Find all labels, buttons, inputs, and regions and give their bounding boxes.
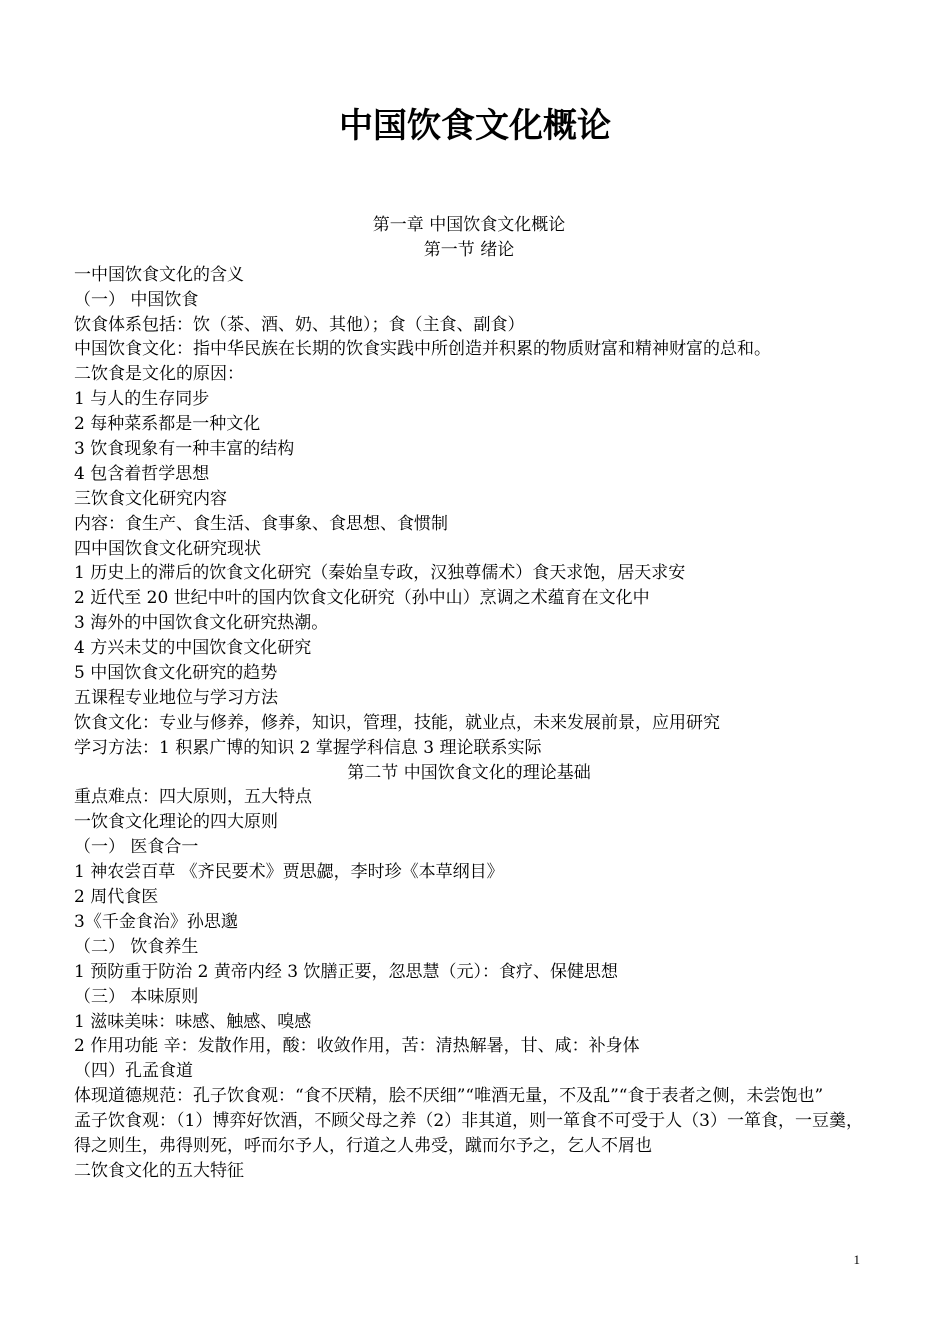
text-block — [74, 263, 864, 761]
text-line: 饮食文化：专业与修养，修养，知识，管理，技能，就业点，未来发展前景，应用研究 — [74, 712, 720, 733]
text-line: 3 海外的中国饮食文化研究热潮。 — [74, 613, 329, 634]
text-line: （三） 本味原则 — [74, 986, 199, 1007]
text-line: 1 历史上的滞后的饮食文化研究（秦始皇专政，汉独尊儒术）食天求饱，居天求安 — [74, 563, 686, 584]
text-line: 2 作用功能 辛：发散作用，酸：收敛作用，苦：清热解暑，甘、咸：补身体 — [74, 1036, 640, 1057]
text-line: 二饮食是文化的原因： — [74, 364, 244, 385]
text-line: 3 饮食现象有一种丰富的结构 — [74, 439, 295, 460]
text-line: 4 包含着哲学思想 — [74, 463, 210, 484]
text-line: 学习方法：1 积累广博的知识 2 掌握学科信息 3 理论联系实际 — [74, 737, 542, 758]
text-line: （一） 中国饮食 — [74, 289, 199, 310]
paragraph: 体现道德规范：孔子饮食观：“食不厌精，脍不厌细”“唯酒无量，不及乱”“食于表者之侧，未尝饱也” — [74, 1086, 824, 1107]
document-body — [74, 213, 864, 1184]
text-line: 三饮食文化研究内容 — [74, 488, 227, 509]
text-line: 2 近代至 20 世纪中叶的国内饮食文化研究（孙中山）烹调之术蕴育在文化中 — [74, 588, 650, 609]
text-line: 4 方兴未艾的中国饮食文化研究 — [74, 638, 312, 659]
text-line: 饮食体系包括：饮（茶、酒、奶、其他）；食（主食、副食） — [74, 314, 525, 335]
text-line: 5 中国饮食文化研究的趋势 — [74, 663, 278, 684]
text-line: 五课程专业地位与学习方法 — [74, 687, 278, 708]
text-line: （二） 饮食养生 — [74, 936, 199, 957]
section-heading: 第一节 绪论 — [423, 239, 515, 260]
text-line: 一中国饮食文化的含义 — [74, 264, 244, 285]
text-line: 二饮食文化的五大特征 — [74, 1160, 244, 1181]
text-line: 内容：食生产、食生活、食事象、食思想、食惯制 — [74, 513, 448, 534]
text-block — [74, 785, 864, 1084]
text-line: 重点难点：四大原则，五大特点 — [74, 787, 312, 808]
text-line: （四）孔孟食道 — [74, 1061, 193, 1082]
text-line: （一） 医食合一 — [74, 837, 199, 858]
text-line: 3《千金食治》孙思邈 — [74, 911, 238, 932]
text-line: 1 神农尝百草 《齐民要术》贾思勰，李时珍《本草纲目》 — [74, 862, 504, 883]
text-line: 一饮食文化理论的四大原则 — [74, 812, 278, 833]
paragraph: 孟子饮食观：（1）博弈好饮酒，不顾父母之养（2）非其道，则一箪食不可受于人（3）一箪食，一豆羹，得之则生，弗得则死，呼而尔予人，行道之人弗受，蹴而尔予之，乞人不屑也 — [74, 1111, 863, 1156]
chapter-heading: 第一章 中国饮食文化概论 — [372, 215, 566, 235]
text-line: 1 预防重于防治 2 黄帝内经 3 饮膳正要，忽思慧（元）：食疗、保健思想 — [74, 961, 618, 982]
text-line: 四中国饮食文化研究现状 — [74, 538, 261, 559]
page-number: 1 — [853, 1252, 860, 1267]
text-line: 1 滋味美味：味感、触感、嗅感 — [74, 1011, 312, 1032]
document-title: 中国饮食文化概论 — [339, 106, 611, 146]
text-line: 中国饮食文化：指中华民族在长期的饮食实践中所创造并积累的物质财富和精神财富的总和。 — [74, 339, 771, 360]
text-line: 2 每种菜系都是一种文化 — [74, 414, 261, 435]
section-heading: 第二节 中国饮食文化的理论基础 — [347, 762, 591, 783]
text-line: 2 周代食医 — [74, 887, 159, 908]
text-line: 1 与人的生存同步 — [74, 389, 210, 410]
